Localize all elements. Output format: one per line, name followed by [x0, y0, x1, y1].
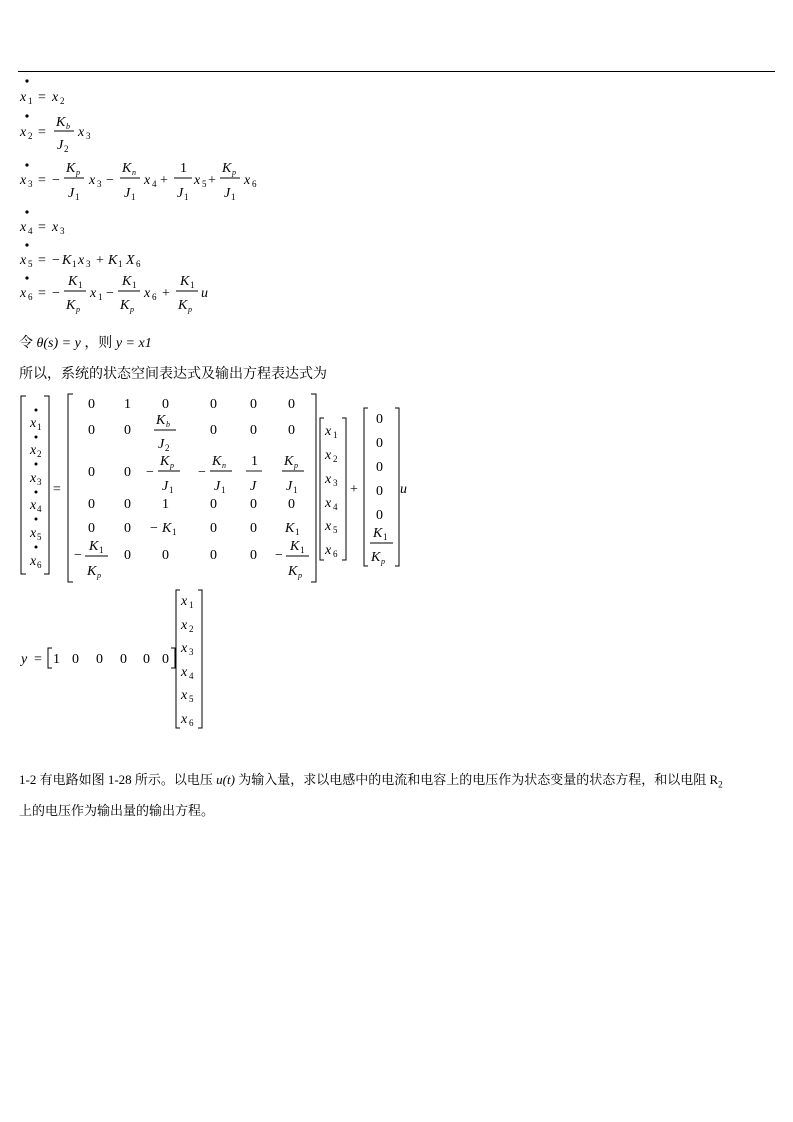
svg-text:p: p [76, 168, 80, 177]
svg-text:x: x [181, 712, 188, 727]
svg-text:K: K [290, 539, 300, 554]
svg-text:0: 0 [124, 548, 131, 563]
svg-text:0: 0 [376, 484, 383, 499]
svg-text:p: p [298, 571, 302, 580]
svg-text:0: 0 [210, 521, 217, 536]
svg-text:0: 0 [288, 497, 295, 512]
svg-text:K: K [122, 161, 132, 176]
svg-text:K: K [212, 454, 222, 469]
state-space-matrix-equation [21, 394, 407, 582]
svg-text:1: 1 [132, 280, 137, 290]
theta-equation: θ(s) = y [36, 336, 81, 351]
let-statement [19, 334, 152, 354]
svg-text:+: + [162, 286, 170, 301]
svg-text:x: x [20, 173, 27, 188]
svg-text:6: 6 [252, 179, 257, 189]
svg-text:5: 5 [333, 525, 338, 535]
state-equation-4 [19, 210, 65, 236]
svg-text:y: y [21, 652, 28, 667]
svg-text:J: J [124, 186, 131, 201]
svg-text:0: 0 [250, 548, 257, 563]
svg-text:b: b [166, 420, 170, 429]
svg-text:6: 6 [28, 292, 33, 302]
svg-text:=: = [38, 173, 46, 188]
svg-text:0: 0 [124, 497, 131, 512]
svg-text:x: x [30, 526, 37, 541]
state-matrix-A [68, 394, 316, 582]
svg-text:J: J [162, 479, 169, 494]
svg-text:6: 6 [189, 718, 194, 728]
problem-text-part1: 1-2 有电路如图 1-28 所示。以电压 [19, 772, 213, 787]
svg-text:x: x [181, 641, 188, 656]
svg-text:x: x [89, 173, 96, 188]
svg-text:=: = [38, 125, 46, 140]
svg-text:x: x [20, 253, 27, 268]
svg-text:6: 6 [136, 259, 141, 269]
svg-text:=: = [38, 286, 46, 301]
svg-text:K: K [66, 298, 76, 313]
svg-text:3: 3 [37, 477, 42, 487]
svg-text:1: 1 [37, 422, 42, 432]
y-equation: y = x1 [115, 336, 152, 351]
input-variable: u(t) [216, 772, 235, 787]
svg-text:x: x [52, 220, 59, 235]
svg-text:=: = [38, 253, 46, 268]
svg-text:1: 1 [118, 259, 123, 269]
svg-text:2: 2 [37, 449, 42, 459]
svg-text:K: K [156, 413, 166, 428]
input-vector-B [364, 408, 399, 566]
svg-text:0: 0 [88, 423, 95, 438]
svg-text:=: = [38, 220, 46, 235]
svg-text:x: x [30, 416, 37, 431]
svg-text:1: 1 [124, 397, 131, 412]
svg-text:J: J [177, 186, 184, 201]
svg-text:x: x [30, 443, 37, 458]
svg-text:0: 0 [210, 423, 217, 438]
derivative-vector [21, 396, 49, 574]
svg-text:p: p [170, 461, 174, 470]
svg-text:1: 1 [99, 545, 104, 555]
svg-text:1: 1 [28, 96, 33, 106]
svg-text:p: p [97, 571, 101, 580]
svg-text:x: x [78, 253, 85, 268]
svg-text:6: 6 [333, 549, 338, 559]
svg-text:1: 1 [251, 454, 258, 469]
svg-text:x: x [244, 173, 251, 188]
svg-text:1: 1 [231, 192, 236, 202]
svg-text:0: 0 [376, 412, 383, 427]
svg-text:2: 2 [165, 443, 170, 453]
svg-text:0: 0 [250, 423, 257, 438]
svg-text:−: − [52, 286, 60, 301]
svg-text:K: K [371, 550, 381, 565]
problem-text-part2: 为输入量，求以电感中的电流和电容上的电压作为状态变量的状态方程，和以电阻 [238, 772, 707, 787]
svg-text:0: 0 [88, 521, 95, 536]
svg-text:x: x [181, 665, 188, 680]
svg-text:x: x [181, 594, 188, 609]
svg-text:−: − [198, 465, 206, 480]
svg-text:0: 0 [72, 652, 79, 667]
svg-text:0: 0 [162, 548, 169, 563]
state-equation-3 [19, 161, 257, 202]
svg-text:K: K [66, 161, 76, 176]
svg-text:0: 0 [124, 423, 131, 438]
svg-text:K: K [62, 253, 72, 268]
svg-text:=: = [34, 652, 42, 667]
svg-text:n: n [132, 168, 136, 177]
svg-text:x: x [194, 173, 201, 188]
svg-text:1: 1 [189, 600, 194, 610]
svg-text:J: J [68, 186, 75, 201]
svg-text:0: 0 [288, 397, 295, 412]
svg-text:6: 6 [152, 292, 157, 302]
svg-text:1: 1 [221, 485, 226, 495]
svg-text:5: 5 [189, 694, 194, 704]
svg-text:−: − [146, 465, 154, 480]
svg-text:p: p [76, 305, 80, 314]
svg-text:+: + [160, 173, 168, 188]
svg-text:x: x [325, 519, 332, 534]
svg-text:0: 0 [250, 397, 257, 412]
svg-text:−: − [150, 521, 158, 536]
svg-text:x: x [325, 543, 332, 558]
svg-text:5: 5 [28, 259, 33, 269]
svg-text:J: J [224, 186, 231, 201]
problem-statement-line2: 上的电压作为输出量的输出方程。 [19, 803, 215, 818]
svg-text:1: 1 [72, 259, 77, 269]
svg-text:K: K [89, 539, 99, 554]
svg-text:x: x [181, 618, 188, 633]
svg-text:4: 4 [189, 671, 194, 681]
svg-text:0: 0 [120, 652, 127, 667]
svg-text:5: 5 [202, 179, 207, 189]
svg-text:2: 2 [189, 624, 194, 634]
svg-text:K: K [162, 521, 172, 536]
svg-text:x: x [20, 220, 27, 235]
svg-text:K: K [178, 298, 188, 313]
svg-text:x: x [325, 448, 332, 463]
svg-text:J: J [286, 479, 293, 494]
svg-text:K: K [285, 521, 295, 536]
svg-text:x: x [181, 688, 188, 703]
svg-text:0: 0 [96, 652, 103, 667]
svg-text:p: p [232, 168, 236, 177]
summary-statement: 所以，系统的状态空间表达式及输出方程表达式为 [19, 367, 327, 382]
svg-text:K: K [160, 454, 170, 469]
svg-text:1: 1 [295, 527, 300, 537]
svg-text:x: x [30, 498, 37, 513]
svg-text:−: − [52, 173, 60, 188]
resistor-subscript: 2 [718, 779, 723, 790]
svg-text:3: 3 [189, 647, 194, 657]
state-equation-2 [19, 114, 91, 154]
svg-text:0: 0 [88, 465, 95, 480]
svg-text:K: K [222, 161, 232, 176]
svg-text:J: J [214, 479, 221, 494]
svg-text:0: 0 [124, 521, 131, 536]
svg-text:K: K [180, 274, 190, 289]
svg-text:K: K [373, 526, 383, 541]
svg-text:0: 0 [376, 436, 383, 451]
svg-text:+: + [96, 253, 104, 268]
svg-text:1: 1 [53, 652, 60, 667]
svg-text:0: 0 [143, 652, 150, 667]
svg-text:x: x [52, 90, 59, 105]
svg-text:K: K [108, 253, 118, 268]
svg-text:0: 0 [210, 548, 217, 563]
svg-text:4: 4 [37, 504, 42, 514]
svg-text:J: J [250, 479, 257, 494]
svg-text:3: 3 [97, 179, 102, 189]
svg-text:3: 3 [28, 179, 33, 189]
svg-text:J: J [158, 437, 165, 452]
svg-text:0: 0 [250, 497, 257, 512]
svg-text:1: 1 [184, 192, 189, 202]
svg-text:−: − [106, 286, 114, 301]
svg-text:x: x [20, 125, 27, 140]
svg-text:=: = [38, 90, 46, 105]
svg-text:J: J [57, 138, 64, 153]
svg-text:5: 5 [37, 532, 42, 542]
svg-text:2: 2 [64, 144, 69, 154]
svg-text:1: 1 [293, 485, 298, 495]
svg-text:1: 1 [169, 485, 174, 495]
svg-text:4: 4 [152, 179, 157, 189]
svg-text:1: 1 [75, 192, 80, 202]
svg-text:u: u [201, 286, 208, 301]
svg-text:x: x [78, 125, 85, 140]
svg-text:x: x [20, 286, 27, 301]
svg-text:K: K [288, 564, 298, 579]
svg-text:0: 0 [162, 397, 169, 412]
svg-text:1: 1 [180, 161, 187, 176]
svg-text:=: = [53, 482, 61, 497]
svg-text:x: x [90, 286, 97, 301]
state-equation-5 [19, 243, 141, 269]
svg-text:K: K [122, 274, 132, 289]
svg-text:u: u [400, 482, 407, 497]
derivative-dot [25, 79, 28, 82]
svg-text:1: 1 [300, 545, 305, 555]
let-mid: ，则 [84, 336, 113, 351]
svg-text:1: 1 [78, 280, 83, 290]
svg-text:x: x [325, 472, 332, 487]
svg-text:x: x [144, 286, 151, 301]
svg-text:−: − [275, 548, 283, 563]
svg-text:1: 1 [383, 532, 388, 542]
svg-text:6: 6 [37, 560, 42, 570]
svg-text:4: 4 [333, 502, 338, 512]
svg-text:1: 1 [172, 527, 177, 537]
svg-text:p: p [188, 305, 192, 314]
svg-text:0: 0 [250, 521, 257, 536]
state-vector [320, 418, 346, 560]
svg-text:x: x [325, 424, 332, 439]
svg-text:1: 1 [131, 192, 136, 202]
resistor-label: R [709, 772, 719, 787]
svg-text:0: 0 [210, 397, 217, 412]
svg-text:x: x [325, 496, 332, 511]
svg-text:0: 0 [288, 423, 295, 438]
svg-text:+: + [350, 482, 358, 497]
output-state-vector [176, 590, 202, 728]
svg-text:2: 2 [60, 96, 65, 106]
svg-text:3: 3 [60, 226, 65, 236]
svg-text:X: X [126, 253, 135, 268]
svg-text:n: n [222, 461, 226, 470]
output-row-C [48, 648, 175, 668]
problem-statement-line1 [19, 770, 723, 795]
svg-text:x: x [30, 471, 37, 486]
svg-text:0: 0 [124, 465, 131, 480]
svg-text:1: 1 [98, 292, 103, 302]
svg-text:−: − [52, 253, 60, 268]
svg-text:−: − [106, 173, 114, 188]
svg-text:p: p [294, 461, 298, 470]
svg-text:p: p [130, 305, 134, 314]
svg-text:0: 0 [162, 652, 169, 667]
svg-text:1: 1 [162, 497, 169, 512]
svg-text:K: K [120, 298, 130, 313]
svg-text:+: + [208, 173, 216, 188]
svg-text:K: K [87, 564, 97, 579]
svg-text:x: x [144, 173, 151, 188]
svg-text:2: 2 [333, 454, 338, 464]
svg-text:K: K [56, 115, 66, 130]
svg-text:3: 3 [333, 478, 338, 488]
svg-text:3: 3 [86, 259, 91, 269]
svg-text:K: K [284, 454, 294, 469]
svg-text:4: 4 [28, 226, 33, 236]
output-equation [19, 590, 202, 728]
state-equation-1 [19, 79, 65, 106]
svg-text:0: 0 [376, 508, 383, 523]
svg-text:1: 1 [333, 430, 338, 440]
let-prefix: 令 [19, 336, 33, 351]
svg-text:2: 2 [28, 131, 33, 141]
svg-text:x: x [20, 90, 27, 105]
svg-text:0: 0 [88, 497, 95, 512]
svg-text:−: − [74, 548, 82, 563]
svg-text:b: b [66, 122, 70, 131]
svg-text:1: 1 [190, 280, 195, 290]
svg-text:0: 0 [210, 497, 217, 512]
state-equation-6 [19, 274, 208, 314]
svg-text:x: x [30, 554, 37, 569]
svg-text:0: 0 [376, 460, 383, 475]
svg-text:K: K [68, 274, 78, 289]
svg-text:p: p [381, 557, 385, 566]
svg-text:3: 3 [86, 131, 91, 141]
svg-text:0: 0 [88, 397, 95, 412]
